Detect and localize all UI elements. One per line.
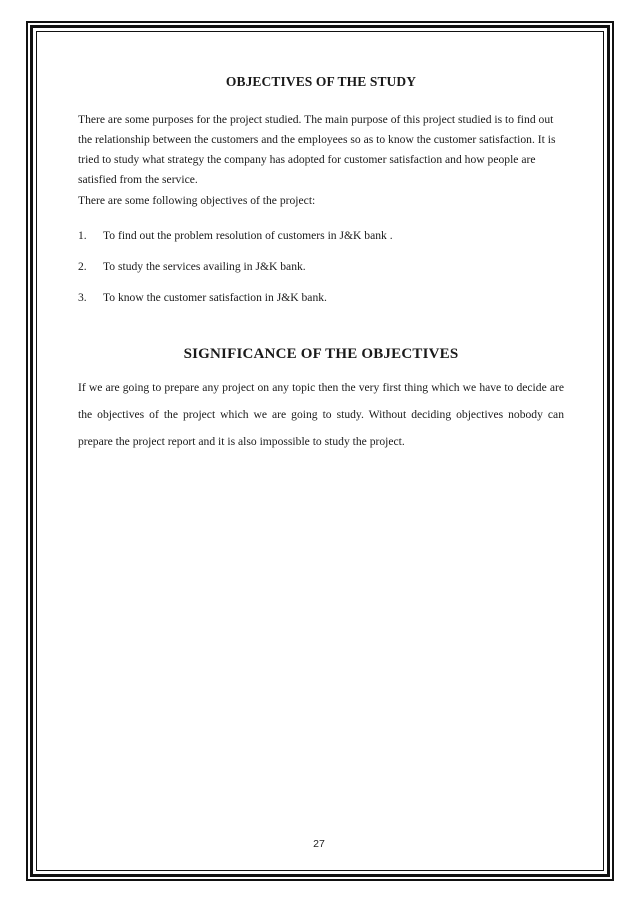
significance-heading: SIGNIFICANCE OF THE OBJECTIVES xyxy=(183,346,459,362)
significance-paragraph: If we are going to prepare any project on any topic then the very first thing which we have to decide are the objectives of the project which we are going to study. Without deciding objectives nobody can prepare the project report and it is also impossible to study the project. xyxy=(78,381,564,448)
objective-text: To know the customer satisfaction in J&K bank. xyxy=(103,291,327,304)
objective-text: To study the services availing in J&K bank. xyxy=(103,260,306,273)
objectives-heading: OBJECTIVES OF THE STUDY xyxy=(225,74,417,89)
objective-number: 1. xyxy=(78,229,87,242)
page-number: 27 xyxy=(313,838,325,850)
objectives-intro-paragraph: There are some purposes for the project studied. The main purpose of this project studied is to find out the relationship between the customers and the employees so as to know the customer satisfaction. It is tried to study what strategy the company has adopted for customer satisfaction and how people are satisfied from the service. xyxy=(78,113,556,186)
objective-number: 3. xyxy=(78,291,87,304)
objective-text: To find out the problem resolution of customers in J&K bank . xyxy=(103,229,393,242)
objectives-lead-sentence: There are some following objectives of the project: xyxy=(78,194,316,207)
objective-number: 2. xyxy=(78,260,87,273)
